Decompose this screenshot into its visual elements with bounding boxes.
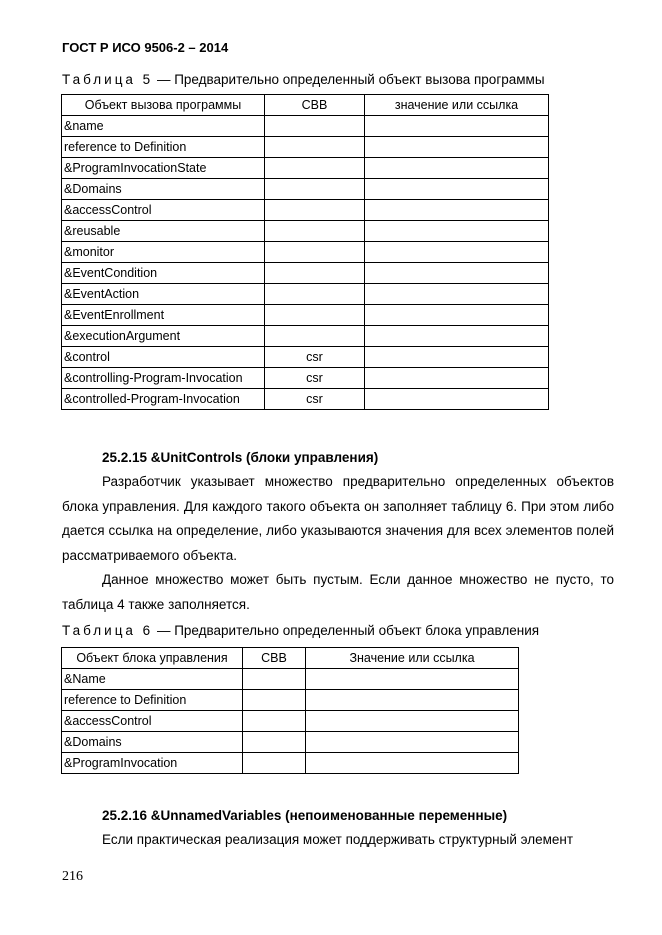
table6-body — [62, 669, 519, 774]
table-row — [62, 347, 549, 368]
table-cell — [365, 200, 549, 221]
table5-header-cbb: CBB — [265, 95, 365, 116]
table-cell — [243, 732, 306, 753]
table5-header-value: значение или ссылка — [365, 95, 549, 116]
table-row — [62, 284, 549, 305]
table-row — [62, 263, 549, 284]
table-cell — [265, 326, 365, 347]
table-cell: reference to Definition — [62, 690, 243, 711]
table-5 — [61, 94, 549, 410]
table-cell: &EventEnrollment — [62, 305, 265, 326]
table-cell — [306, 711, 519, 732]
table-cell — [365, 347, 549, 368]
table-cell: &name — [62, 116, 265, 137]
table-cell: &accessControl — [62, 200, 265, 221]
table-row — [62, 690, 519, 711]
table-cell — [365, 389, 549, 410]
table-cell — [365, 116, 549, 137]
table6-caption-label: Таблица 6 — [62, 623, 154, 638]
table-row — [62, 116, 549, 137]
table-cell: &control — [62, 347, 265, 368]
table6-caption — [62, 623, 539, 638]
paragraph: Разработчик указывает множество предварительно определенных объектов блока управления. Для каждого такого объекта он заполняет таблицу 6. При этом либо дается ссылка на определение, либо указываются значения для всех элементов полей рассматриваемого объекта. — [62, 474, 614, 563]
table-cell: &executionArgument — [62, 326, 265, 347]
table-cell — [243, 690, 306, 711]
table-cell — [243, 753, 306, 774]
table-cell — [265, 305, 365, 326]
table5-caption — [62, 72, 545, 87]
table-cell — [306, 732, 519, 753]
table6-header-object: Объект блока управления — [62, 648, 243, 669]
table-cell — [306, 753, 519, 774]
table-cell — [265, 221, 365, 242]
table-row — [62, 200, 549, 221]
table-row — [62, 732, 519, 753]
table5-caption-label: Таблица 5 — [62, 72, 154, 87]
table-row — [62, 711, 519, 732]
table-cell — [243, 711, 306, 732]
table-cell: reference to Definition — [62, 137, 265, 158]
table-cell — [306, 690, 519, 711]
table6-caption-text: — Предварительно определенный объект блока управления — [153, 623, 540, 638]
table-row — [62, 326, 549, 347]
table-cell: &accessControl — [62, 711, 243, 732]
table-cell: csr — [265, 389, 365, 410]
table-cell: &Name — [62, 669, 243, 690]
table-cell: &Domains — [62, 179, 265, 200]
table-cell: &Domains — [62, 732, 243, 753]
paragraph: Если практическая реализация может поддерживать структурный элемент — [102, 832, 574, 847]
table-cell — [365, 305, 549, 326]
table-cell — [365, 326, 549, 347]
table-cell — [265, 284, 365, 305]
table-cell: &monitor — [62, 242, 265, 263]
table-cell — [365, 284, 549, 305]
table-cell — [265, 263, 365, 284]
table5-caption-text: — Предварительно определенный объект вызова программы — [153, 72, 545, 87]
section-25-2-16-text — [62, 828, 614, 853]
table6-header-value: Значение или ссылка — [306, 648, 519, 669]
paragraph: Данное множество может быть пустым. Если данное множество не пусто, то таблица 4 также заполняется. — [62, 572, 614, 612]
section-25-2-16-heading: 25.2.16 &UnnamedVariables (непоименованные переменные) — [102, 808, 508, 823]
table-row — [62, 389, 549, 410]
table-cell — [265, 179, 365, 200]
table-cell — [265, 137, 365, 158]
table-row — [62, 221, 549, 242]
table-cell: &reusable — [62, 221, 265, 242]
table-row — [62, 242, 549, 263]
table-cell: &EventAction — [62, 284, 265, 305]
section-25-2-15-text — [62, 470, 614, 617]
table-cell — [365, 221, 549, 242]
table-cell: csr — [265, 347, 365, 368]
table-cell — [265, 116, 365, 137]
table-row — [62, 368, 549, 389]
table-row — [62, 179, 549, 200]
table-cell: &ProgramInvocationState — [62, 158, 265, 179]
table5-header-object: Объект вызова программы — [62, 95, 265, 116]
table-cell — [365, 137, 549, 158]
table-cell — [365, 179, 549, 200]
table-cell — [365, 242, 549, 263]
table6-header-cbb: CBB — [243, 648, 306, 669]
table-row — [62, 669, 519, 690]
table-cell — [365, 263, 549, 284]
table-row — [62, 158, 549, 179]
table-cell — [265, 158, 365, 179]
table-cell — [365, 368, 549, 389]
table-row — [62, 137, 549, 158]
table-6 — [61, 647, 519, 774]
table-cell — [365, 158, 549, 179]
table-cell — [265, 200, 365, 221]
document-header: ГОСТ Р ИСО 9506-2 – 2014 — [62, 40, 229, 55]
table-cell — [265, 242, 365, 263]
table-cell — [243, 669, 306, 690]
table-cell: &EventCondition — [62, 263, 265, 284]
table-cell: &controlling-Program-Invocation — [62, 368, 265, 389]
table-row — [62, 753, 519, 774]
table5-body — [62, 116, 549, 410]
table-cell: &controlled-Program-Invocation — [62, 389, 265, 410]
page-number: 216 — [62, 869, 83, 884]
section-25-2-15-heading: 25.2.15 &UnitControls (блоки управления) — [102, 450, 379, 465]
table-cell: &ProgramInvocation — [62, 753, 243, 774]
table-cell: csr — [265, 368, 365, 389]
table5-cut — [58, 425, 553, 433]
table-row — [62, 305, 549, 326]
table-cell — [306, 669, 519, 690]
